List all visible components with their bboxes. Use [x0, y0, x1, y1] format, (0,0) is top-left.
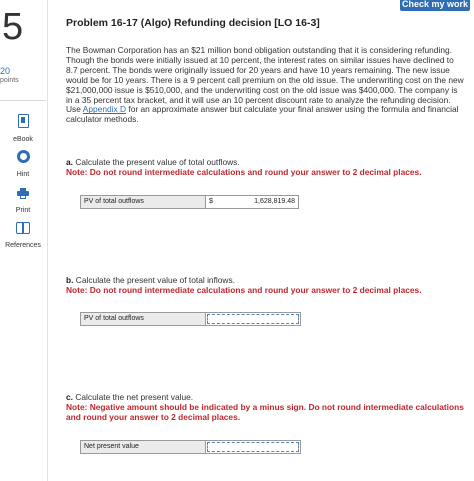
part-a [66, 157, 470, 177]
hint-label: Hint [16, 171, 30, 178]
answer-row-b [80, 312, 301, 326]
page-title: Problem 16-17 (Algo) Refunding decision [LO 16-3] [66, 17, 320, 29]
appendix-d-link[interactable]: Appendix D [82, 104, 127, 115]
answer-value-a: 1,628,819.48 [254, 198, 295, 205]
ebook-icon [18, 114, 29, 128]
points-value: 20 [0, 66, 11, 76]
part-a-note: Note: Do not round intermediate calculations and round your answer to 2 decimal places. [66, 167, 422, 177]
part-b-letter: b. [66, 275, 74, 285]
currency-symbol: $ [209, 198, 213, 205]
references-icon [16, 222, 30, 234]
answer-row-a [80, 195, 299, 209]
print-button[interactable] [0, 186, 46, 214]
answer-input-c[interactable] [207, 442, 299, 452]
points-label: points [0, 77, 19, 84]
problem-text: The Bowman Corporation has an $21 million bond obligation outstanding that it is considering refunding. Though the bonds were initially issued at 10 percent, the interest rates on similar issues have declined to 8.7 percent. The bonds were originally issued for 20 years and have 10 years remaining. The new issue would be for 10 years. There is a 9 percent call premium on the old issue. The underwriting cost on the new $21,000,000 issue is $510,000, and the underwriting cost on the old issue was $400,000. The company is in a 35 percent tax bracket, and it will use an 10 percent discount rate to analyze the refunding decision. Use [66, 45, 464, 115]
references-label: References [5, 242, 41, 249]
answer-label-b: PV of total outflows [81, 313, 206, 325]
part-a-letter: a. [66, 157, 73, 167]
part-b [66, 275, 470, 295]
left-rail [0, 0, 48, 481]
answer-row-c [80, 440, 301, 454]
print-label: Print [15, 207, 31, 214]
ebook-label: eBook [13, 136, 33, 143]
answer-input-b[interactable] [207, 314, 299, 324]
ebook-button[interactable] [0, 114, 46, 143]
answer-label-c: Net present value [81, 441, 206, 453]
problem-text-end: for an approximate answer but calculate your final answer using the formula and financial calculator methods. [66, 104, 459, 125]
references-button[interactable] [0, 221, 46, 249]
part-c-letter: c. [66, 392, 73, 402]
part-a-question: Calculate the present value of total outflows. [75, 157, 240, 167]
part-b-question: Calculate the present value of total inflows. [75, 275, 235, 285]
answer-label-a: PV of total outflows [81, 196, 206, 208]
hint-icon [17, 150, 30, 163]
answer-input-a[interactable] [206, 196, 298, 208]
part-c [66, 392, 470, 422]
part-c-question: Calculate the net present value. [75, 392, 194, 402]
question-number: 5 [2, 6, 24, 48]
problem-statement [66, 46, 466, 125]
check-my-work-button[interactable]: Check my work [401, 0, 469, 9]
part-c-note: Note: Negative amount should be indicated by a minus sign. Do not round intermediate calculations and round your answer to 2 decimal places. [66, 402, 464, 422]
rail-divider [0, 100, 46, 101]
print-icon [17, 188, 29, 199]
part-b-note: Note: Do not round intermediate calculations and round your answer to 2 decimal places. [66, 285, 422, 295]
hint-button[interactable] [0, 150, 46, 178]
